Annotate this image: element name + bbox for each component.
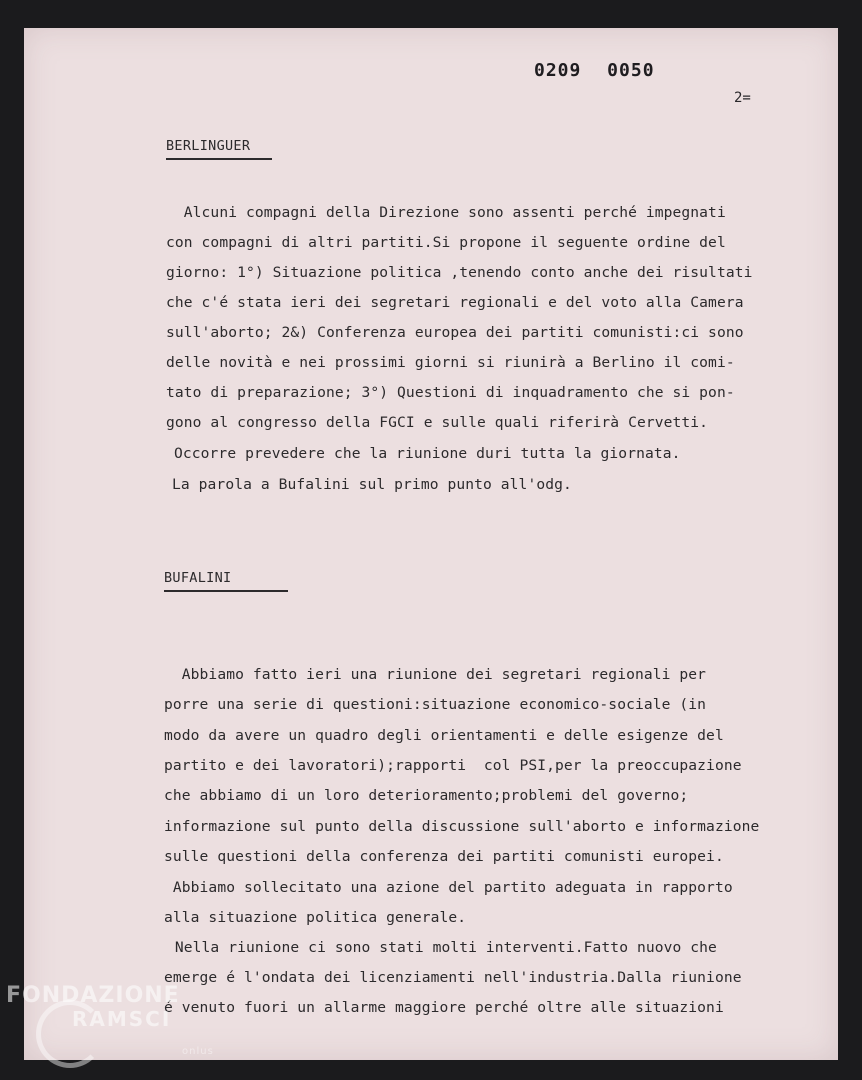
speaker-name: BERLINGUER — [166, 138, 251, 154]
text-line: gono al congresso della FGCI e sulle quali riferirà Cervetti. — [166, 414, 709, 431]
text-line: delle novità e nei prossimi giorni si riunirà a Berlino il comi- — [166, 354, 735, 371]
speaker-name: BUFALINI — [164, 570, 232, 586]
text-line: che abbiamo di un loro deterioramento;problemi del governo; — [164, 787, 689, 804]
text-line: La parola a Bufalini sul primo punto all'odg. — [172, 476, 572, 493]
text-line: sull'aborto; 2&) Conferenza europea dei partiti comunisti:ci sono — [166, 324, 744, 341]
text-line: porre una serie di questioni:situazione economico-sociale (in — [164, 696, 707, 713]
text-line: é venuto fuori un allarme maggiore perché oltre alle situazioni — [164, 999, 724, 1016]
text-line: modo da avere un quadro degli orientamenti e delle esigenze del — [164, 727, 724, 744]
document-number: 0209 0050 — [534, 60, 655, 81]
text-line: Nella riunione ci sono stati molti interventi.Fatto nuovo che — [166, 939, 717, 956]
speaker-heading-bufalini — [164, 570, 231, 586]
text-line: informazione sul punto della discussione sull'aborto e informazione — [164, 818, 760, 835]
text-line: partito e dei lavoratori);rapporti col PSI,per la preoccupazione — [164, 757, 742, 774]
text-line: Occorre prevedere che la riunione duri tutta la giornata. — [174, 445, 681, 462]
heading-underline — [164, 590, 288, 592]
text-line: alla situazione politica generale. — [164, 909, 467, 926]
watermark-suffix: onlus — [182, 1046, 214, 1057]
text-line: Abbiamo fatto ieri una riunione dei segretari regionali per — [164, 666, 707, 683]
heading-underline — [166, 158, 272, 160]
text-line: con compagni di altri partiti.Si propone il seguente ordine del — [166, 234, 726, 251]
text-line: Abbiamo sollecitato una azione del partito adeguata in rapporto — [164, 879, 733, 896]
text-line: Alcuni compagni della Direzione sono assenti perché impegnati — [166, 204, 726, 221]
watermark-line2: RAMSCI — [72, 1007, 172, 1031]
document-page — [24, 28, 838, 1060]
speaker-heading-berlinguer — [166, 138, 250, 154]
fondazione-gramsci-watermark — [6, 983, 214, 1057]
text-line: giorno: 1°) Situazione politica ,tenendo conto anche dei risultati — [166, 264, 753, 281]
text-line: emerge é l'ondata dei licenziamenti nell'industria.Dalla riunione — [164, 969, 742, 986]
page-number: 2= — [734, 90, 751, 106]
watermark-line1: FONDAZIONE — [6, 983, 180, 1008]
text-line: sulle questioni della conferenza dei partiti comunisti europei. — [164, 848, 724, 865]
text-line: tato di preparazione; 3°) Questioni di inquadramento che si pon- — [166, 384, 735, 401]
text-line: che c'é stata ieri dei segretari regionali e del voto alla Camera — [166, 294, 744, 311]
